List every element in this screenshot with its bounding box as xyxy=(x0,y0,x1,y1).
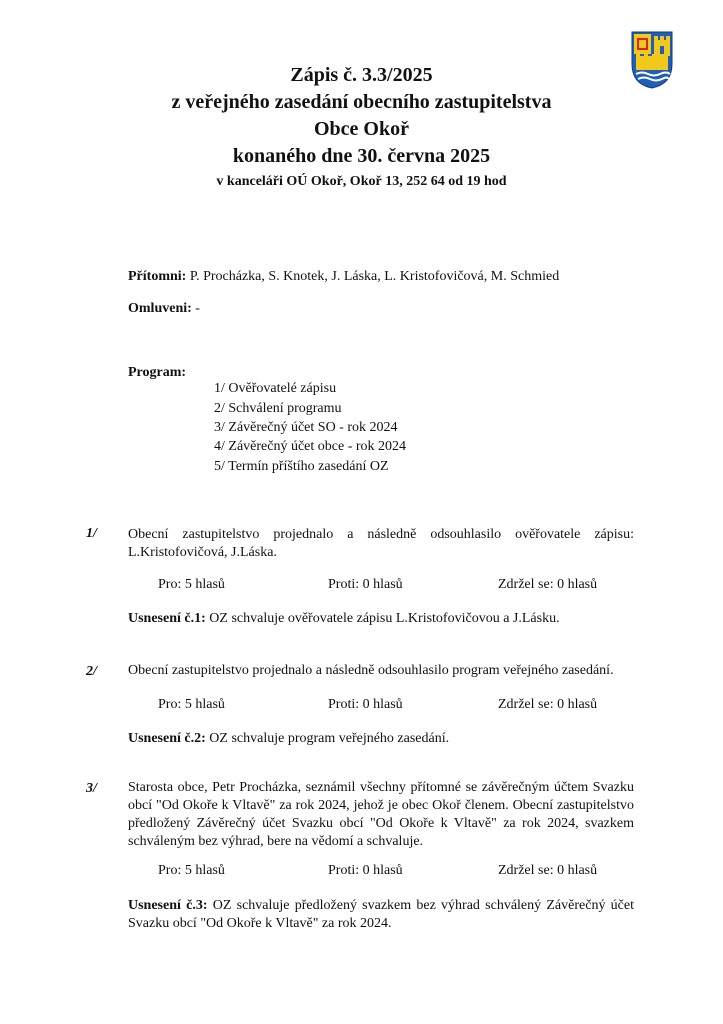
vote-zdrzel: Zdržel se: 0 hlasů xyxy=(498,697,598,712)
vote-proti: Proti: 0 hlasů xyxy=(328,863,403,878)
section-number: 2/ xyxy=(86,664,97,679)
section-text: Obecní zastupitelstvo projednalo a následně odsouhlasilo program veřejného zasedání. xyxy=(128,663,614,678)
program-item: 5/ Termín příštího zasedání OZ xyxy=(214,459,389,474)
program-item: 1/ Ověřovatelé zápisu xyxy=(214,381,337,396)
attendance-present xyxy=(128,268,559,286)
resolution xyxy=(128,730,634,748)
resolution xyxy=(128,610,634,628)
header-line-3: Obce Okoř xyxy=(314,118,409,140)
section-text: Starosta obce, Petr Procházka, seznámil všechny přítomné se závěrečným účtem Svazku obcí "Od Okoře k Vltavě" za rok 2024, jehož je obec Okoř členem. Obecní zastupitelstvo předložený Závěrečný účet Svazku obcí "Od Okoře k Vltavě" za rok 2024, svazkem schváleným bez výhrad, bere na vědomí a schvaluje. xyxy=(128,780,634,849)
header-line-2: z veřejného zasedání obecního zastupitelstva xyxy=(171,91,552,113)
header-line-4: konaného dne 30. června 2025 xyxy=(232,145,491,167)
vote-pro: Pro: 5 hlasů xyxy=(158,863,225,878)
excused-value: - xyxy=(195,301,200,316)
meeting-location: v kanceláři OÚ Okoř, Okoř 13, 252 64 od 19 hod xyxy=(216,174,507,189)
resolution-text: OZ schvaluje program veřejného zasedání. xyxy=(205,731,450,746)
resolution-text: OZ schvaluje předložený svazkem bez výhrad schválený Závěrečný účet Svazku obcí "Od Okoře k Vltavě" za rok 2024. xyxy=(128,898,634,931)
program-label: Program: xyxy=(128,365,187,380)
present-label: Přítomni: xyxy=(128,269,187,284)
resolution-label: Usnesení č.1: xyxy=(128,611,206,626)
resolution xyxy=(128,897,634,933)
resolution-text: OZ schvaluje ověřovatele zápisu L.Kristofovičovou a J.Lásku. xyxy=(205,611,560,626)
attendance-excused xyxy=(128,300,200,318)
vote-pro: Pro: 5 hlasů xyxy=(158,577,225,592)
section-text: Obecní zastupitelstvo projednalo a následně odsouhlasilo ověřovatele zápisu: L.Kristofovičová, J.Láska. xyxy=(128,527,634,560)
vote-pro: Pro: 5 hlasů xyxy=(158,697,225,712)
program-item: 2/ Schválení programu xyxy=(214,401,342,416)
section-number: 3/ xyxy=(86,781,97,796)
vote-zdrzel: Zdržel se: 0 hlasů xyxy=(498,863,598,878)
present-value: P. Procházka, S. Knotek, J. Láska, L. Kristofovičová, M. Schmied xyxy=(189,269,560,284)
vote-proti: Proti: 0 hlasů xyxy=(328,577,403,592)
excused-label: Omluveni: xyxy=(128,301,192,316)
section-number: 1/ xyxy=(86,526,97,541)
resolution-label: Usnesení č.3: xyxy=(128,898,208,913)
vote-proti: Proti: 0 hlasů xyxy=(328,697,403,712)
document-header xyxy=(0,62,723,192)
document-title: Zápis č. 3.3/2025 xyxy=(290,64,433,86)
program-item: 4/ Závěrečný účet obce - rok 2024 xyxy=(214,439,407,454)
vote-zdrzel: Zdržel se: 0 hlasů xyxy=(498,577,598,592)
resolution-label: Usnesení č.2: xyxy=(128,731,206,746)
program-item: 3/ Závěrečný účet SO - rok 2024 xyxy=(214,420,398,435)
